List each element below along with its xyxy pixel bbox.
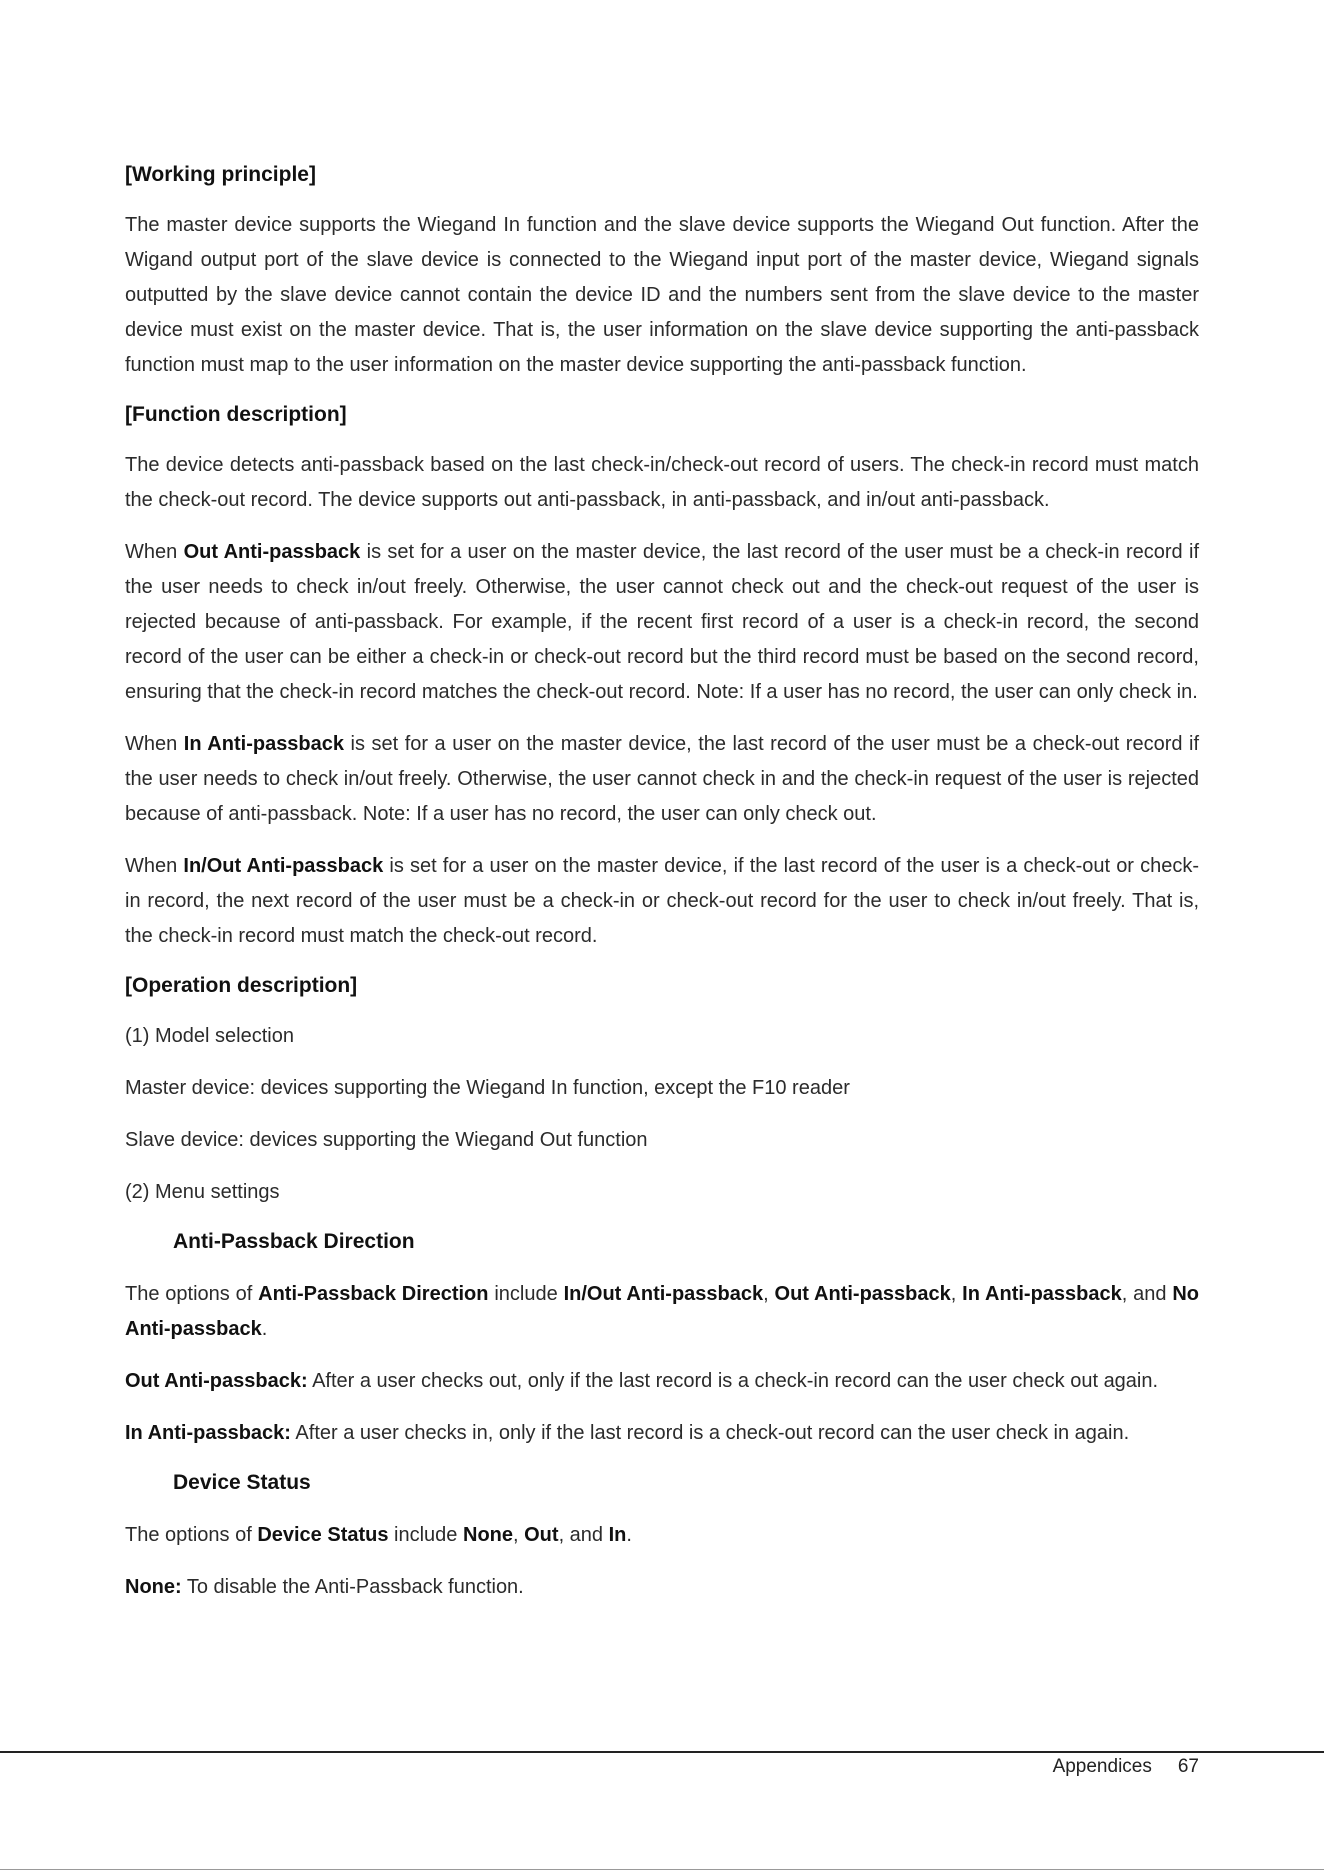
text-fragment: ,	[763, 1283, 769, 1305]
out-anti-passback-paragraph	[125, 535, 1199, 710]
none-definition	[125, 1570, 1199, 1605]
text-fragment: include	[394, 1524, 458, 1546]
text-fragment: ,	[513, 1524, 519, 1546]
definition-text: After a user checks in, only if the last record is a check-out record can the user check in again.	[295, 1422, 1130, 1444]
option-term: In Anti-passback	[962, 1283, 1122, 1305]
definition-term: None:	[125, 1576, 182, 1598]
master-device-text: Master device: devices supporting the Wiegand In function, except the F10 reader	[125, 1077, 850, 1099]
option-term: In	[608, 1524, 627, 1546]
text-fragment: ,	[950, 1283, 957, 1305]
text-fragment: .	[626, 1524, 632, 1546]
option-term: In/Out Anti-passback	[563, 1283, 764, 1305]
option-term: Anti-Passback Direction	[258, 1283, 489, 1305]
page-number: 67	[1177, 1756, 1199, 1777]
inout-anti-passback-term: In/Out Anti-passback	[183, 855, 384, 877]
slave-device-text: Slave device: devices supporting the Wiegand Out function	[125, 1129, 648, 1151]
anti-passback-direction-subheading: Anti-Passback Direction	[173, 1230, 415, 1253]
anti-passback-direction-options	[125, 1277, 1199, 1347]
when-word: When	[125, 855, 178, 877]
text-fragment: include	[494, 1283, 558, 1305]
when-word: When	[125, 541, 178, 563]
option-term: Out Anti-passback	[774, 1283, 951, 1305]
inout-anti-passback-text: is set for a user on the master device, if the last record of the user is a check-out or check-in record, the next record of the user must be a check-in or check-out record for the user to check in/out freely. That is, the check-in record must match the check-out record.	[125, 855, 1200, 947]
function-description-intro: The device detects anti-passback based on the last check-in/check-out record of users. The check-in record must match the check-out record. The device supports out anti-passback, in anti-passback, and in/out anti-passback.	[125, 454, 1199, 511]
out-anti-passback-definition	[125, 1364, 1199, 1399]
page-footer	[1053, 1752, 1199, 1782]
inout-anti-passback-paragraph	[125, 849, 1199, 954]
option-term: No Anti-passback	[125, 1283, 1200, 1340]
option-term: None	[463, 1524, 513, 1546]
menu-settings-label: (2) Menu settings	[125, 1181, 280, 1203]
definition-text: After a user checks out, only if the last record is a check-in record can the user check out again.	[312, 1370, 1159, 1392]
in-anti-passback-text: is set for a user on the master device, the last record of the user must be a check-out record if the user needs to check in/out freely. Otherwise, the user cannot check in and the check-in request of the user is rejected because of anti-passback. Note: If a user has no record, the user can only check out.	[125, 733, 1199, 825]
page-bottom-edge	[0, 1869, 1324, 1870]
text-fragment: , and	[558, 1524, 604, 1546]
in-anti-passback-term: In Anti-passback	[183, 733, 345, 755]
working-principle-text: The master device supports the Wiegand In function and the slave device supports the Wiegand Out function. After the Wigand output port of the slave device is connected to the Wiegand input port of the master device, Wiegand signals outputted by the slave device cannot contain the device ID and the numbers sent from the slave device to the master device must exist on the master device. That is, the user information on the slave device supporting the anti-passback function must map to the user information on the master device supporting the anti-passback function.	[125, 214, 1199, 376]
definition-text: To disable the Anti-Passback function.	[186, 1576, 524, 1598]
definition-term: Out Anti-passback:	[125, 1370, 308, 1392]
out-anti-passback-term: Out Anti-passback	[183, 541, 361, 563]
function-description-heading: [Function description]	[125, 403, 347, 426]
working-principle-heading: [Working principle]	[125, 163, 316, 186]
text-fragment: , and	[1121, 1283, 1167, 1305]
device-status-subheading: Device Status	[173, 1471, 311, 1494]
definition-term: In Anti-passback:	[125, 1422, 291, 1444]
model-selection-label: (1) Model selection	[125, 1025, 294, 1047]
text-fragment: The options of	[125, 1283, 253, 1305]
device-status-options	[125, 1518, 1199, 1553]
in-anti-passback-paragraph	[125, 727, 1199, 832]
text-fragment: .	[261, 1318, 268, 1340]
footer-section-name: Appendices	[1052, 1756, 1152, 1777]
page-content	[125, 160, 1199, 1622]
when-word: When	[125, 733, 178, 755]
option-term: Device Status	[257, 1524, 389, 1546]
out-anti-passback-text: is set for a user on the master device, the last record of the user must be a check-in record if the user needs to check in/out freely. Otherwise, the user cannot check out and the check-out request of the user is rejected because of anti-passback. For example, if the recent first record of a user is a check-in record, the second record of the user can be either a check-in or check-out record but the third record must be based on the second record, ensuring that the check-in record matches the check-out record. Note: If a user has no record, the user can only check in.	[125, 541, 1199, 703]
in-anti-passback-definition	[125, 1416, 1199, 1451]
text-fragment: The options of	[125, 1524, 252, 1546]
option-term: Out	[524, 1524, 559, 1546]
operation-description-heading: [Operation description]	[125, 974, 358, 997]
